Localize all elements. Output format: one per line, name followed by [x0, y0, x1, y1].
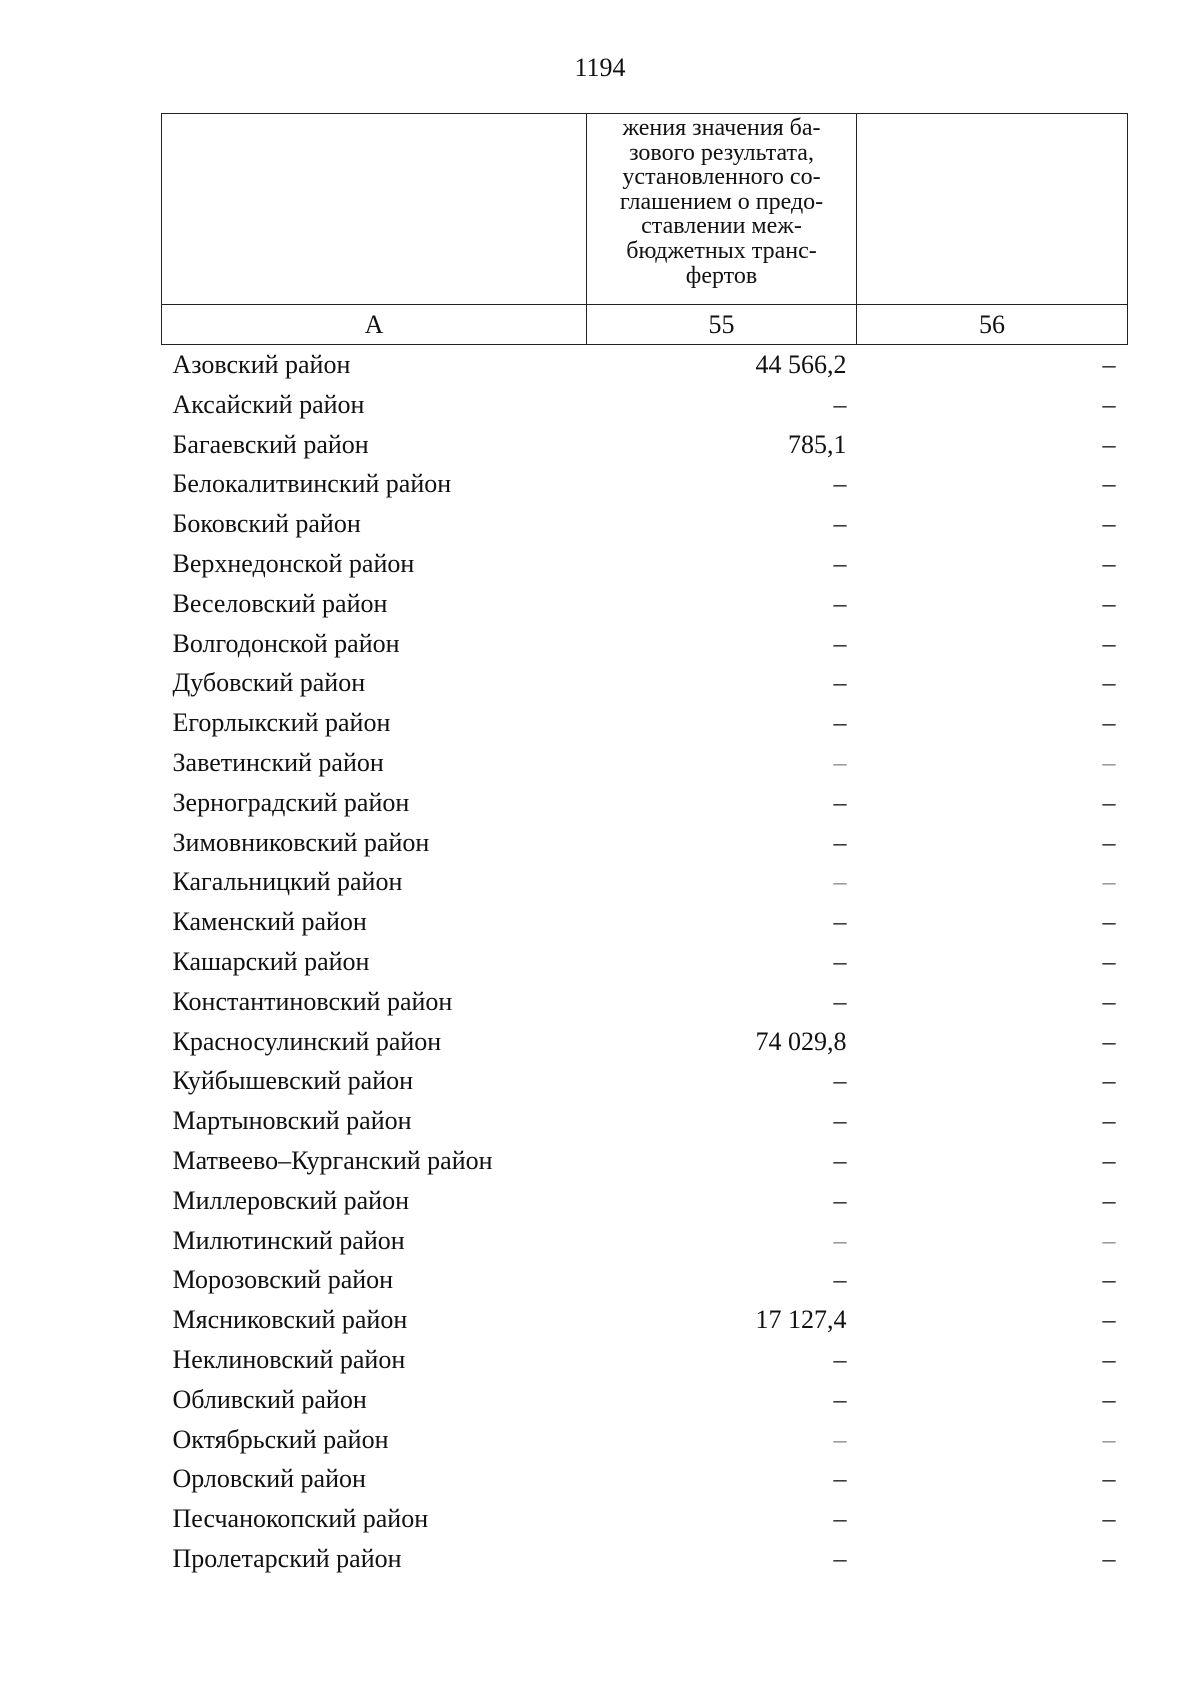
row-value-55: –	[833, 1384, 847, 1414]
row-value-56: –	[1102, 628, 1116, 658]
row-value-55: –	[833, 867, 847, 897]
row-value-55: 17 127,4	[755, 1305, 847, 1335]
row-name: Азовский район	[172, 350, 351, 379]
row-name: Морозовский район	[172, 1265, 394, 1295]
row-value-55: –	[833, 986, 847, 1016]
table-row	[162, 1340, 1128, 1380]
table-row	[162, 1380, 1128, 1420]
row-value-55: –	[833, 907, 847, 937]
row-value-55: –	[833, 1504, 847, 1534]
table-row	[162, 1420, 1128, 1460]
table-row	[162, 345, 1128, 385]
row-value-55: –	[833, 469, 847, 499]
table-row	[162, 982, 1128, 1022]
row-value-56: –	[1102, 827, 1116, 857]
row-value-56: –	[1102, 469, 1116, 499]
row-value-56: –	[1102, 1464, 1116, 1494]
table-row	[162, 862, 1128, 902]
table-row	[162, 663, 1128, 703]
table-row	[162, 385, 1128, 425]
table-row	[162, 1101, 1128, 1141]
row-value-55: –	[833, 509, 847, 539]
column-label-a: А	[162, 305, 587, 345]
row-value-56: –	[1102, 588, 1116, 618]
row-name: Кашарский район	[172, 946, 370, 976]
row-value-55: –	[833, 1106, 847, 1136]
table-row	[162, 1061, 1128, 1101]
table-row	[162, 1499, 1128, 1539]
table-row	[162, 584, 1128, 624]
table-row	[162, 1141, 1128, 1181]
table-body	[162, 345, 1128, 1579]
table-row	[162, 1181, 1128, 1221]
row-value-55: –	[833, 668, 847, 698]
row-value-56: –	[1102, 1225, 1116, 1255]
table-row	[162, 504, 1128, 544]
table-header	[162, 114, 1128, 345]
row-value-56: –	[1102, 1145, 1116, 1175]
row-value-55: –	[833, 787, 847, 817]
header-cell-56	[857, 114, 1128, 305]
row-value-55: –	[833, 588, 847, 618]
table-row	[162, 1260, 1128, 1300]
row-name: Мясниковский район	[172, 1305, 408, 1335]
table-row	[162, 425, 1128, 465]
row-name: Красносулинский район	[172, 1026, 442, 1056]
table-row	[162, 902, 1128, 942]
row-name: Матвеево–Курганский район	[172, 1145, 493, 1175]
row-name: Заветинский район	[172, 747, 384, 777]
header-text-row	[162, 114, 1128, 305]
row-value-55: –	[833, 1424, 847, 1454]
row-value-56: –	[1102, 429, 1116, 459]
row-value-56: –	[1102, 986, 1116, 1016]
table-row	[162, 703, 1128, 743]
row-value-56: –	[1102, 1265, 1116, 1295]
row-name: Зерноградский район	[172, 787, 410, 817]
table-row	[162, 1022, 1128, 1062]
row-value-56: –	[1102, 1424, 1116, 1454]
row-value-56: –	[1102, 389, 1116, 419]
row-value-55: 44 566,2	[755, 350, 847, 379]
row-value-55: 785,1	[788, 429, 847, 459]
row-value-55: –	[833, 548, 847, 578]
row-name: Мартыновский район	[172, 1106, 412, 1136]
row-name: Миллеровский район	[172, 1185, 410, 1215]
row-value-55: –	[833, 946, 847, 976]
row-name: Егорлыкский район	[172, 708, 391, 738]
column-label-56: 56	[857, 305, 1128, 345]
row-name: Милютинский район	[172, 1225, 405, 1255]
row-value-56: –	[1102, 350, 1116, 379]
table-row	[162, 1300, 1128, 1340]
row-name: Аксайский район	[172, 389, 365, 419]
row-value-56: –	[1102, 1066, 1116, 1096]
table-row	[162, 1459, 1128, 1499]
row-name: Багаевский район	[172, 429, 369, 459]
header-cell-55	[587, 114, 857, 305]
row-name: Дубовский район	[172, 668, 366, 698]
row-name: Зимовниковский район	[172, 827, 430, 857]
row-value-56: –	[1102, 708, 1116, 738]
row-name: Октябрьский район	[172, 1424, 389, 1454]
row-name: Песчанокопский район	[172, 1504, 429, 1534]
header-cell-a	[162, 114, 587, 305]
row-value-56: –	[1102, 1504, 1116, 1534]
row-value-55: –	[833, 1543, 847, 1573]
row-value-56: –	[1102, 1106, 1116, 1136]
row-value-55: –	[833, 747, 847, 777]
header-text-55: жения значения ба- зового результата, установленного со- глашением о предо- ставлении меж- бюджетных транс- фертов	[619, 115, 824, 289]
row-name: Константиновский район	[172, 986, 453, 1016]
table-row	[162, 1221, 1128, 1261]
row-name: Боковский район	[172, 509, 361, 539]
row-value-56: –	[1102, 867, 1116, 897]
column-label-55: 55	[587, 305, 857, 345]
row-value-56: –	[1102, 668, 1116, 698]
row-value-55: –	[833, 1344, 847, 1374]
row-value-56: –	[1102, 1185, 1116, 1215]
row-value-55: –	[833, 1464, 847, 1494]
table-row	[162, 783, 1128, 823]
row-name: Волгодонской район	[172, 628, 400, 658]
table-row	[162, 823, 1128, 863]
table-row	[162, 544, 1128, 584]
column-number-row	[162, 305, 1128, 345]
row-name: Куйбышевский район	[172, 1066, 414, 1096]
row-value-56: –	[1102, 1543, 1116, 1573]
data-table	[161, 113, 1128, 1579]
row-value-55: –	[833, 827, 847, 857]
row-name: Обливский район	[172, 1384, 367, 1414]
row-value-55: –	[833, 389, 847, 419]
row-name: Орловский район	[172, 1464, 366, 1494]
row-value-55: 74 029,8	[755, 1026, 847, 1056]
row-value-56: –	[1102, 1384, 1116, 1414]
row-value-55: –	[833, 708, 847, 738]
row-value-56: –	[1102, 787, 1116, 817]
row-value-56: –	[1102, 1344, 1116, 1374]
row-value-55: –	[833, 1265, 847, 1295]
page-number: 1194	[574, 53, 626, 82]
table-row	[162, 624, 1128, 664]
row-value-55: –	[833, 1066, 847, 1096]
row-name: Белокалитвинский район	[172, 469, 452, 499]
row-name: Веселовский район	[172, 588, 388, 618]
row-value-56: –	[1102, 1305, 1116, 1335]
row-value-56: –	[1102, 509, 1116, 539]
row-name: Каменский район	[172, 907, 367, 937]
row-value-56: –	[1102, 1026, 1116, 1056]
row-value-56: –	[1102, 548, 1116, 578]
row-value-55: –	[833, 1185, 847, 1215]
table-row	[162, 743, 1128, 783]
row-value-56: –	[1102, 946, 1116, 976]
table-row	[162, 464, 1128, 504]
row-value-55: –	[833, 1225, 847, 1255]
row-name: Верхнедонской район	[172, 548, 415, 578]
table-row	[162, 1539, 1128, 1579]
row-name: Кагальницкий район	[172, 867, 403, 897]
table-row	[162, 942, 1128, 982]
row-value-56: –	[1102, 907, 1116, 937]
row-value-55: –	[833, 628, 847, 658]
row-value-55: –	[833, 1145, 847, 1175]
row-value-56: –	[1102, 747, 1116, 777]
row-name: Пролетарский район	[172, 1543, 402, 1573]
row-name: Неклиновский район	[172, 1344, 406, 1374]
